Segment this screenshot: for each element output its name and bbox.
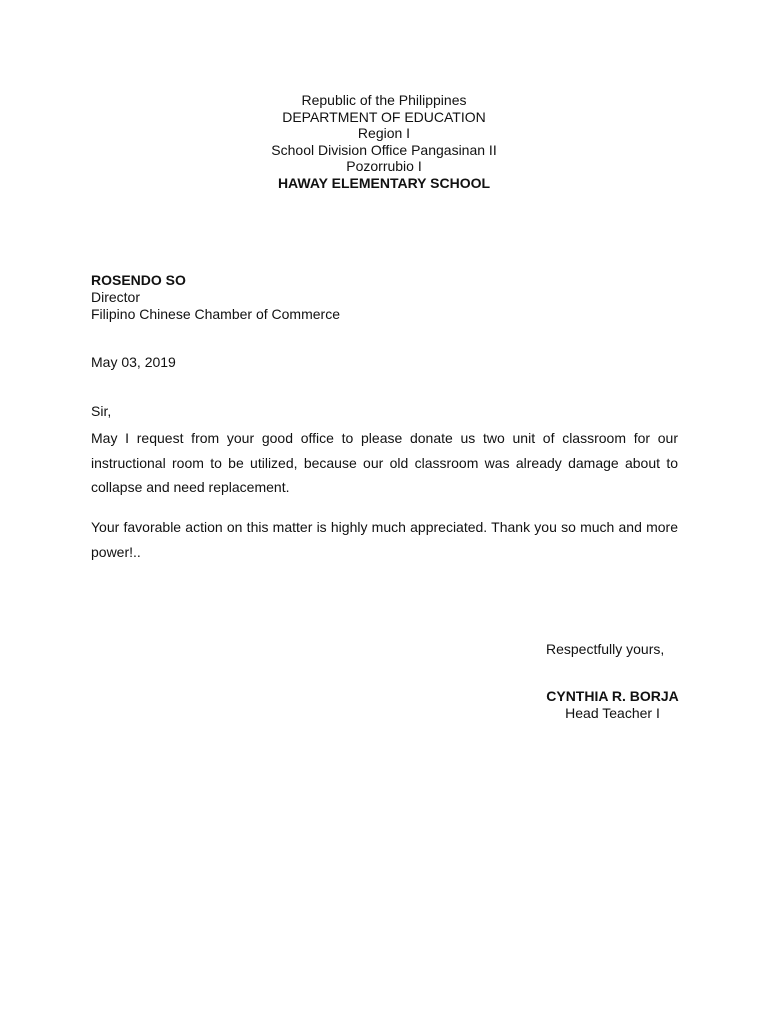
- letterhead-division: School Division Office Pangasinan II: [271, 141, 497, 158]
- complimentary-close: Respectfully yours,: [546, 641, 665, 657]
- letterhead-school: HAWAY ELEMENTARY SCHOOL: [277, 174, 491, 191]
- salutation: Sir,: [91, 403, 112, 419]
- letterhead-country: Republic of the Philippines: [301, 92, 467, 108]
- letterhead: [0, 92, 768, 191]
- recipient-block: [91, 272, 340, 323]
- letterhead-region: Region I: [357, 125, 411, 141]
- recipient-organization: Filipino Chinese Chamber of Commerce: [91, 306, 340, 322]
- body-paragraph-1: May I request from your good office to please donate us two unit of classroom for our instructional room to be utilized, because our old classroom was already damage about to collapse and need replacement.: [91, 430, 678, 495]
- letterhead-department: DEPARTMENT OF EDUCATION: [282, 108, 486, 125]
- signer-name: CYNTHIA R. BORJA: [546, 688, 679, 704]
- body-paragraph-2: Your favorable action on this matter is highly much appreciated. Thank you so much and more power!..: [91, 519, 678, 560]
- signer-position: Head Teacher I: [565, 705, 660, 721]
- recipient-title: Director: [91, 289, 141, 305]
- signature-block: [520, 688, 705, 722]
- letter-date: May 03, 2019: [91, 354, 176, 370]
- letterhead-district: Pozorrubio I: [346, 158, 422, 174]
- recipient-name: ROSENDO SO: [91, 272, 186, 288]
